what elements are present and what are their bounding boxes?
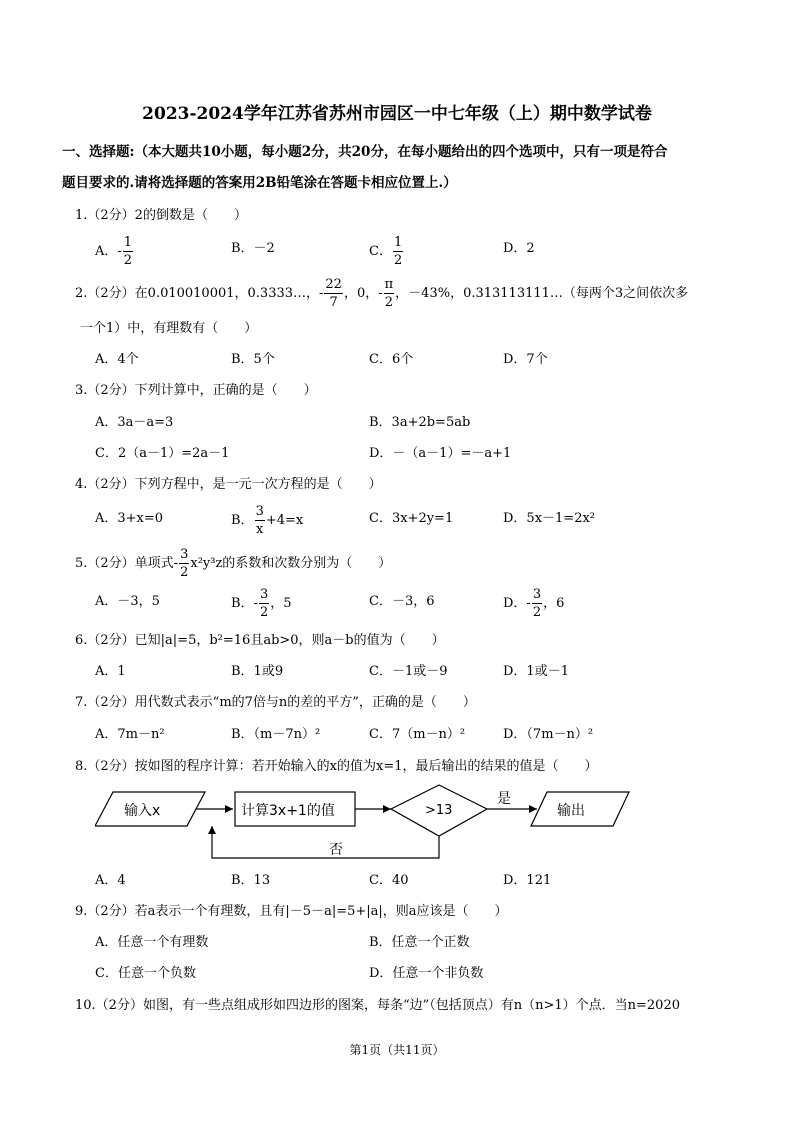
q1-c-fraction: $\frac{1}{2}$ [393, 235, 403, 268]
q3-stem: 3.（2分）下列计算中，正确的是（ ） [75, 383, 317, 398]
q4-b-fraction: $\frac{3}{x}$ [255, 504, 264, 537]
q3-option-a: A．3a－a=3 [95, 415, 174, 430]
q1-option-c: C． $\frac{1}{2}$ [369, 235, 403, 268]
q2-fraction-2: $\frac{\pi}{2}$ [384, 277, 394, 310]
q7-stem: 7.（2分）用代数式表示“m的7倍与n的差的平方”，正确的是（ ） [75, 695, 476, 710]
q7-option-c: C．7（m－n）² [369, 727, 466, 742]
flow-output-label: 输出 [557, 803, 585, 819]
q9-option-d: D．任意一个非负数 [369, 966, 484, 981]
q7-option-d: D．（7m－n）² [503, 727, 594, 742]
q2-stem: 2.（2分）在0.010010001，0.3333…，- $\frac{22}{7}$ ，0，- $\frac{\pi}{2}$ ，－43%，0.313113111…（每两个3之间依次多 [75, 277, 689, 310]
q9-option-a: A．任意一个有理数 [95, 935, 209, 950]
q7-option-b: B．（m－7n）² [231, 727, 321, 742]
q4-option-a: A．3+x=0 [95, 511, 164, 526]
q3-option-b: B．3a+2b=5ab [369, 415, 471, 430]
q9-option-c: C．任意一个负数 [95, 966, 196, 981]
q9-option-b: B．任意一个正数 [369, 935, 470, 950]
q3-option-d: D．－（a－1）=－a+1 [369, 446, 512, 461]
q1-a-fraction: $\frac{1}{2}$ [123, 235, 133, 268]
q10-stem: 10.（2分）如图，有一些点组成形如四边形的图案，每条“边”（包括顶点）有n（n>1）个点．当n=2020 [75, 998, 680, 1013]
flow-loop-line [212, 826, 439, 858]
arrow-head-icon [225, 805, 233, 813]
q3-option-c: C．2（a－1）=2a－1 [95, 446, 230, 461]
section-heading-line1: 一、选择题:（本大题共10小题，每小题2分，共20分，在每小题给出的四个选项中，只有一项是符合 [62, 144, 668, 160]
q4-option-c: C．3x+2y=1 [369, 511, 454, 526]
q1-option-b: B．－2 [231, 241, 275, 256]
q6-stem: 6.（2分）已知|a|=5，b²=16且ab>0，则a－b的值为（ ） [75, 633, 445, 648]
flow-no-label: 否 [329, 842, 343, 858]
q6-option-b: B．1或9 [231, 664, 284, 679]
q8-option-a: A．4 [95, 873, 126, 888]
page-title: 2023-2024学年江苏省苏州市园区一中七年级（上）期中数学试卷 [142, 104, 652, 124]
q8-option-c: C．40 [369, 873, 409, 888]
q5-fraction: $\frac{3}{2}$ [180, 547, 189, 580]
q5-stem: 5.（2分）单项式- $\frac{3}{2}$ x²y³z的系数和次数分别为（ ） [75, 547, 392, 580]
q1-option-a: A．- $\frac{1}{2}$ [95, 235, 133, 268]
flow-condition-label: >13 [425, 803, 453, 818]
q1-option-d: D．2 [503, 241, 535, 256]
q2-option-b: B．5个 [231, 352, 275, 367]
q5-option-c: C．－3，6 [369, 594, 435, 609]
q9-stem: 9.（2分）若a表示一个有理数，且有|－5－a|=5+|a|，则a应该是（ ） [75, 904, 508, 919]
q8-stem: 8.（2分）按如图的程序计算：若开始输入的x的值为x=1，最后输出的结果的值是（ ） [75, 759, 598, 774]
flow-input-label: 输入x [124, 803, 161, 819]
q6-option-c: C．－1或－9 [369, 664, 448, 679]
q5-option-a: A．－3，5 [95, 594, 160, 609]
arrow-head-icon [529, 805, 537, 813]
q5-option-d: D．- $\frac{3}{2}$ ，6 [503, 587, 565, 620]
page-footer: 第1页（共11页） [349, 1043, 445, 1057]
q4-stem: 4.（2分）下列方程中，是一元一次方程的是（ ） [75, 477, 382, 492]
q4-option-d: D．5x－1=2x² [503, 511, 596, 526]
q5-option-b: B．- $\frac{3}{2}$ ，5 [231, 587, 292, 620]
flow-yes-label: 是 [497, 791, 511, 807]
q2-option-a: A．4个 [95, 352, 139, 367]
q5-b-fraction: $\frac{3}{2}$ [259, 587, 269, 620]
q2-fraction-1: $\frac{22}{7}$ [325, 277, 342, 310]
q4-option-b: B． $\frac{3}{x}$ +4=x [231, 504, 304, 537]
q7-option-a: A．7m－n² [95, 727, 165, 742]
q8-option-d: D．121 [503, 873, 552, 888]
q2-option-c: C．6个 [369, 352, 414, 367]
section-heading-line2: 题目要求的.请将选择题的答案用2B铅笔涂在答题卡相应位置上.） [62, 175, 457, 191]
q2-option-d: D．7个 [503, 352, 548, 367]
q2-stem-line2: 一个1）中，有理数有（ ） [80, 321, 258, 336]
q6-option-d: D．1或－1 [503, 664, 569, 679]
arrow-head-icon [208, 826, 216, 834]
q1-stem: 1.（2分）2的倒数是（ ） [75, 208, 247, 223]
q8-flowchart [95, 784, 635, 864]
flow-compute-label: 计算3x+1的值 [241, 803, 335, 819]
q8-option-b: B．13 [231, 873, 271, 888]
q6-option-a: A．1 [95, 664, 126, 679]
q5-d-fraction: $\frac{3}{2}$ [532, 587, 542, 620]
